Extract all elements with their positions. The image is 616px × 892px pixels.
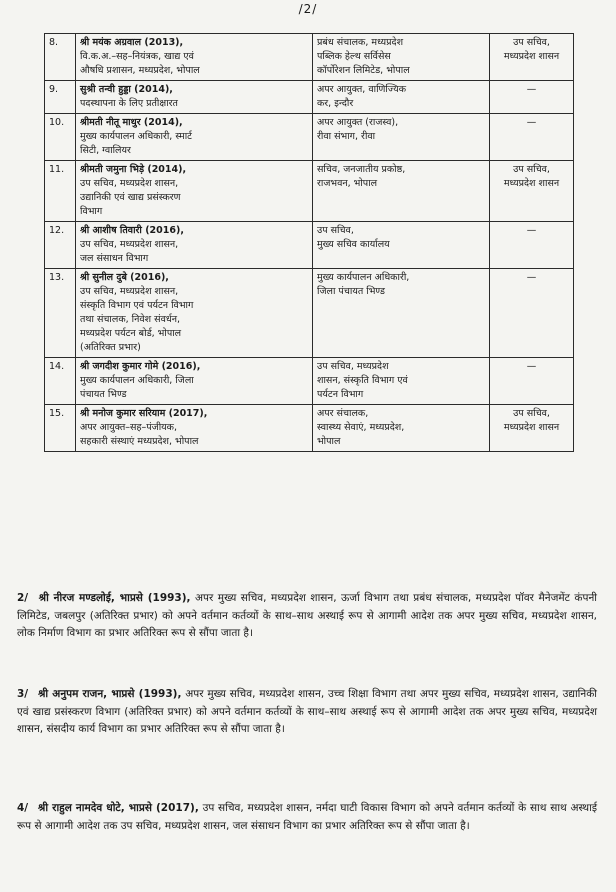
posting-line: रीवा संभाग, रीवा xyxy=(317,131,376,142)
page-number: /2/ xyxy=(298,2,318,16)
officer-name: सुश्री तन्वी हुड्डा (2014), xyxy=(80,84,173,95)
transfer-table xyxy=(44,33,574,452)
serial-number-cell: 14. xyxy=(45,358,76,405)
additional-line: मध्यप्रदेश शासन xyxy=(503,422,560,433)
new-posting-cell xyxy=(313,269,490,358)
current-post-line: पदस्थापना के लिए प्रतीक्षारत xyxy=(80,98,178,109)
posting-line: अपर संचालक, xyxy=(317,408,369,419)
posting-line: मुख्य कार्यपालन अधिकारी, xyxy=(317,272,410,283)
new-posting-cell xyxy=(313,358,490,405)
current-post-line: वि.क.अ.–सह–नियंत्रक, खाद्य एवं xyxy=(80,51,194,62)
paragraph-number: 2/ xyxy=(17,592,29,604)
table-row xyxy=(45,81,574,114)
posting-line: उप सचिव, मध्यप्रदेश xyxy=(317,361,389,372)
paragraph-number: 3/ xyxy=(17,688,29,700)
serial-number-cell: 13. xyxy=(45,269,76,358)
additional-charge-cell xyxy=(490,405,574,452)
current-post-line: तथा संचालक, निवेश संवर्धन, xyxy=(80,314,180,325)
posting-line: उप सचिव, xyxy=(317,225,354,236)
paragraph-number: 4/ xyxy=(17,802,29,814)
current-post-line: उद्यानिकी एवं खाद्य प्रसंस्करण xyxy=(80,192,181,203)
current-post-line: सहकारी संस्थाएं मध्यप्रदेश, भोपाल xyxy=(80,436,199,447)
officer-cell xyxy=(76,269,313,358)
additional-charge-cell xyxy=(490,81,574,114)
table-row xyxy=(45,405,574,452)
current-post-line: जल संसाधन विभाग xyxy=(80,253,149,264)
current-post-line: मुख्य कार्यपालन अधिकारी, जिला xyxy=(80,375,194,386)
current-post-line: उप सचिव, मध्यप्रदेश शासन, xyxy=(80,178,179,189)
new-posting-cell xyxy=(313,161,490,222)
additional-charge-cell xyxy=(490,114,574,161)
paragraph-2 xyxy=(17,590,597,643)
posting-line: अपर आयुक्त (राजस्व), xyxy=(317,117,399,128)
new-posting-cell xyxy=(313,405,490,452)
additional-line: — xyxy=(526,225,537,236)
additional-line: उप सचिव, xyxy=(513,408,550,419)
current-post-line: उप सचिव, मध्यप्रदेश शासन, xyxy=(80,286,179,297)
additional-line: मध्यप्रदेश शासन xyxy=(503,178,560,189)
posting-line: सचिव, जनजातीय प्रकोष्ठ, xyxy=(317,164,406,175)
current-post-line: मुख्य कार्यपालन अधिकारी, स्मार्ट xyxy=(80,131,192,142)
new-posting-cell xyxy=(313,34,490,81)
officer-name: श्री अनुपम राजन, भाप्रसे (1993), xyxy=(38,688,182,700)
table-row xyxy=(45,161,574,222)
current-post-line: विभाग xyxy=(80,206,103,217)
table-row xyxy=(45,114,574,161)
officer-cell xyxy=(76,161,313,222)
serial-number-cell: 10. xyxy=(45,114,76,161)
additional-charge-cell xyxy=(490,34,574,81)
officer-name: श्री मयंक अग्रवाल (2013), xyxy=(80,37,184,48)
table-row xyxy=(45,34,574,81)
posting-line: जिला पंचायत भिण्ड xyxy=(317,286,385,297)
paragraph-text: अपर मुख्य सचिव, मध्यप्रदेश शासन, ऊर्जा विभाग तथा प्रबंध संचालक, मध्यप्रदेश पॉवर मैनेजमेंट कंपनी लिमिटेड, जबलपुर (अतिरिक्त प्रभार) को अपने वर्तमान कर्तव्यों के साथ–साथ अस्थाई रूप से आगामी आदेश तक अपर मुख्य सचिव, मध्यप्रदेश शासन, लोक निर्माण विभाग का प्रभार अतिरिक्त रूप से सौंपा जाता है। xyxy=(17,592,597,639)
officer-cell xyxy=(76,114,313,161)
posting-line: भोपाल xyxy=(317,436,341,447)
officer-name: श्री मनोज कुमार सरियाम (2017), xyxy=(80,408,208,419)
paragraph-4 xyxy=(17,800,597,835)
posting-line: कॉर्पोरेशन लिमिटेड, भोपाल xyxy=(317,65,410,76)
posting-line: शासन, संस्कृति विभाग एवं xyxy=(317,375,408,386)
table-row xyxy=(45,269,574,358)
new-posting-cell xyxy=(313,81,490,114)
current-post-line: संस्कृति विभाग एवं पर्यटन विभाग xyxy=(80,300,194,311)
officer-cell xyxy=(76,405,313,452)
officer-name: श्री सुनील दुबे (2016), xyxy=(80,272,169,283)
serial-number-cell: 8. xyxy=(45,34,76,81)
officer-cell xyxy=(76,81,313,114)
posting-line: पर्यटन विभाग xyxy=(317,389,364,400)
additional-charge-cell xyxy=(490,269,574,358)
posting-line: प्रबंध संचालक, मध्यप्रदेश xyxy=(317,37,404,48)
officer-name: श्रीमती नीतू माथुर (2014), xyxy=(80,117,183,128)
additional-line: मध्यप्रदेश शासन xyxy=(503,51,560,62)
table-row xyxy=(45,358,574,405)
new-posting-cell xyxy=(313,114,490,161)
additional-charge-cell xyxy=(490,222,574,269)
additional-line: — xyxy=(526,361,537,372)
current-post-line: अपर आयुक्त–सह–पंजीयक, xyxy=(80,422,177,433)
current-post-line: मध्यप्रदेश पर्यटन बोर्ड, भोपाल xyxy=(80,328,182,339)
serial-number-cell: 12. xyxy=(45,222,76,269)
additional-charge-cell xyxy=(490,358,574,405)
paragraph-3 xyxy=(17,686,597,739)
additional-line: — xyxy=(526,117,537,128)
current-post-line: (अतिरिक्त प्रभार) xyxy=(80,342,141,353)
table-row xyxy=(45,222,574,269)
officer-name: श्री आशीष तिवारी (2016), xyxy=(80,225,184,236)
serial-number-cell: 9. xyxy=(45,81,76,114)
posting-line: अपर आयुक्त, वाणिज्यिक xyxy=(317,84,407,95)
posting-line: राजभवन, भोपाल xyxy=(317,178,378,189)
officer-name: श्री नीरज मण्डलोई, भाप्रसे (1993), xyxy=(38,592,191,604)
posting-line: स्वास्थ्य सेवाएं, मध्यप्रदेश, xyxy=(317,422,405,433)
current-post-line: औषधि प्रशासन, मध्यप्रदेश, भोपाल xyxy=(80,65,200,76)
officer-name: श्री राहुल नामदेव धोटे, भाप्रसे (2017), xyxy=(37,802,199,814)
posting-line: कर, इन्दौर xyxy=(317,98,354,109)
paragraph-text: अपर मुख्य सचिव, मध्यप्रदेश शासन, उच्च शिक्षा विभाग तथा अपर मुख्य सचिव, मध्यप्रदेश शासन, उद्यानिकी एवं खाद्य प्रसंस्करण विभाग (अतिरिक्त प्रभार) को अपने वर्तमान कर्तव्यों के साथ–साथ अस्थाई रूप से आगामी आदेश तक अपर मुख्य सचिव, मध्यप्रदेश शासन, संसदीय कार्य विभाग का प्रभार अतिरिक्त रूप से सौंपा जाता है। xyxy=(17,688,597,735)
serial-number-cell: 11. xyxy=(45,161,76,222)
additional-line: — xyxy=(526,84,537,95)
current-post-line: उप सचिव, मध्यप्रदेश शासन, xyxy=(80,239,179,250)
additional-charge-cell xyxy=(490,161,574,222)
current-post-line: सिटी, ग्वालियर xyxy=(80,145,131,156)
additional-line: उप सचिव, xyxy=(513,37,550,48)
officer-name: श्री जगदीश कुमार गोमे (2016), xyxy=(80,361,201,372)
paragraph-text: उप सचिव, मध्यप्रदेश शासन, नर्मदा घाटी विकास विभाग को अपने वर्तमान कर्तव्यों के साथ साथ अस्थाई रूप से आगामी आदेश तक उप सचिव, मध्यप्रदेश शासन, जल संसाधन विभाग का प्रभार अतिरिक्त रूप से सौंपा जाता है। xyxy=(17,802,597,832)
current-post-line: पंचायत भिण्ड xyxy=(80,389,127,400)
additional-line: — xyxy=(526,272,537,283)
posting-line: पब्लिक हेल्थ सर्विसेस xyxy=(317,51,391,62)
serial-number-cell: 15. xyxy=(45,405,76,452)
officer-name: श्रीमती जमुना भिड़े (2014), xyxy=(80,164,187,175)
officer-cell xyxy=(76,358,313,405)
officer-cell xyxy=(76,34,313,81)
officer-cell xyxy=(76,222,313,269)
posting-line: मुख्य सचिव कार्यालय xyxy=(317,239,390,250)
additional-line: उप सचिव, xyxy=(513,164,550,175)
new-posting-cell xyxy=(313,222,490,269)
